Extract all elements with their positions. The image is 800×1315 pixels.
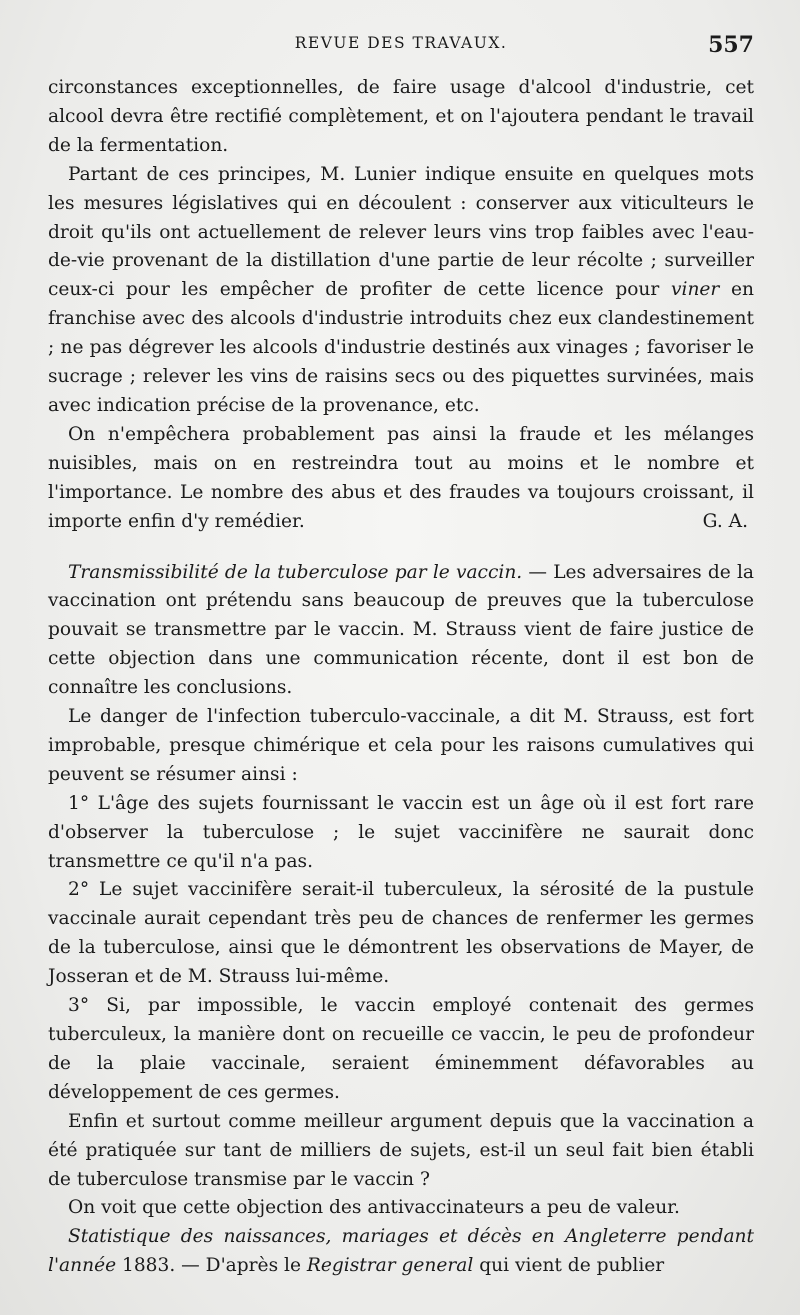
paragraph-point-3 bbox=[48, 992, 754, 1108]
author-signature: G. A. bbox=[702, 510, 748, 532]
paragraph-conclusion bbox=[48, 421, 754, 537]
paragraph-lunier-measures bbox=[48, 161, 754, 421]
paragraph-text: en franchise avec des alcools d'industrie introduits chez eux clandestinement ; ne pas dégrever les alcools d'industrie destinés aux vinages ; favoriser le sucrage ; relever les vins de raisins secs ou des piquettes survinées, mais avec indication précise de la provenance, etc. bbox=[48, 279, 755, 416]
paragraph-text: circonstances exceptionnelles, de faire usage d'alcool d'industrie, cet alcool devra être rectifié complètement, et on l'ajoutera pendant le travail de la fermentation. bbox=[48, 77, 754, 156]
italic-term: Registrar general bbox=[306, 1255, 474, 1277]
paragraph-argument bbox=[48, 1108, 754, 1195]
paragraph-text: 2° Le sujet vaccinifère serait-il tuberculeux, la sérosité de la pustule vaccinale aurait cependant très peu de chances de renfermer les germes de la tuberculose, ainsi que le démontrent les observations de Mayer, de Josseran et de M. Strauss lui-même. bbox=[48, 879, 754, 988]
section-title: Statistique des naissances, mariages et décès en Angleterre pendant l'année bbox=[48, 1226, 754, 1277]
paragraph-text: — Les adversaires de la vaccination ont prétendu sans beaucoup de preuves que la tuberculose pouvait se transmettre par le vaccin. M. Strauss vient de faire justice de cette objection dans une communication récente, dont il est bon de connaître les conclusions. bbox=[48, 561, 755, 699]
paragraph-strauss-danger bbox=[48, 703, 754, 790]
paragraph-point-2 bbox=[48, 876, 754, 992]
paragraph-text: Partant de ces principes, M. Lunier indique ensuite en quelques mots les mesures législatives qui en découlent : conserver aux viticulteurs le droit qu'ils ont actuellement de relever leurs vins trop faibles avec l'eau-de-vie provenant de la distillation d'une partie de leur récolte ; surveiller ceux-ci pour les empêcher de profiter de cette licence pour bbox=[48, 163, 754, 301]
paragraph-text: — D'après le bbox=[175, 1255, 307, 1277]
article-body bbox=[48, 74, 754, 1281]
paragraph-text: 1° L'âge des sujets fournissant le vaccin est un âge où il est fort rare d'observer la tuberculose ; le sujet vaccinifère ne saurait donc transmettre ce qu'il n'a pas. bbox=[48, 792, 754, 872]
section-statistique bbox=[48, 1223, 754, 1281]
paragraph-text: On voit que cette objection des antivaccinateurs a peu de valeur. bbox=[68, 1197, 680, 1219]
page-number: 557 bbox=[708, 32, 754, 58]
paragraph-text: 3° Si, par impossible, le vaccin employé contenait des germes tuberculeux, la manière dont on recueille ce vaccin, le peu de profondeur de la plaie vaccinale, seraient éminemment défavorables au développement de ces germes. bbox=[48, 995, 754, 1103]
paragraph-point-1 bbox=[48, 790, 754, 877]
paragraph-text: On n'empêchera probablement pas ainsi la fraude et les mélanges nuisibles, mais on en restreindra tout au moins et le nombre et l'importance. Le nombre des abus et des fraudes va toujours croissant, il importe enfin d'y remédier. bbox=[48, 423, 754, 532]
section-title: Transmissibilité de la tuberculose par le vaccin. bbox=[68, 561, 523, 583]
italic-term: viner bbox=[671, 279, 720, 301]
paragraph-text: qui vient de publier bbox=[473, 1255, 665, 1277]
paragraph-continuation bbox=[48, 74, 754, 161]
section-year: 1883. bbox=[116, 1255, 176, 1277]
paragraph-text: Le danger de l'infection tuberculo-vaccinale, a dit M. Strauss, est fort improbable, presque chimérique et cela pour les raisons cumulatives qui peuvent se résumer ainsi : bbox=[48, 706, 754, 785]
section-tuberculose bbox=[48, 559, 754, 704]
running-title: REVUE DES TRAVAUX. bbox=[294, 34, 508, 52]
paragraph-objection-value bbox=[48, 1194, 754, 1223]
paragraph-text: Enfin et surtout comme meilleur argument depuis que la vaccination a été pratiquée sur tant de milliers de sujets, est-il un seul fait bien établi de tuberculose transmise par le vaccin ? bbox=[48, 1110, 754, 1190]
page-header bbox=[48, 34, 754, 74]
